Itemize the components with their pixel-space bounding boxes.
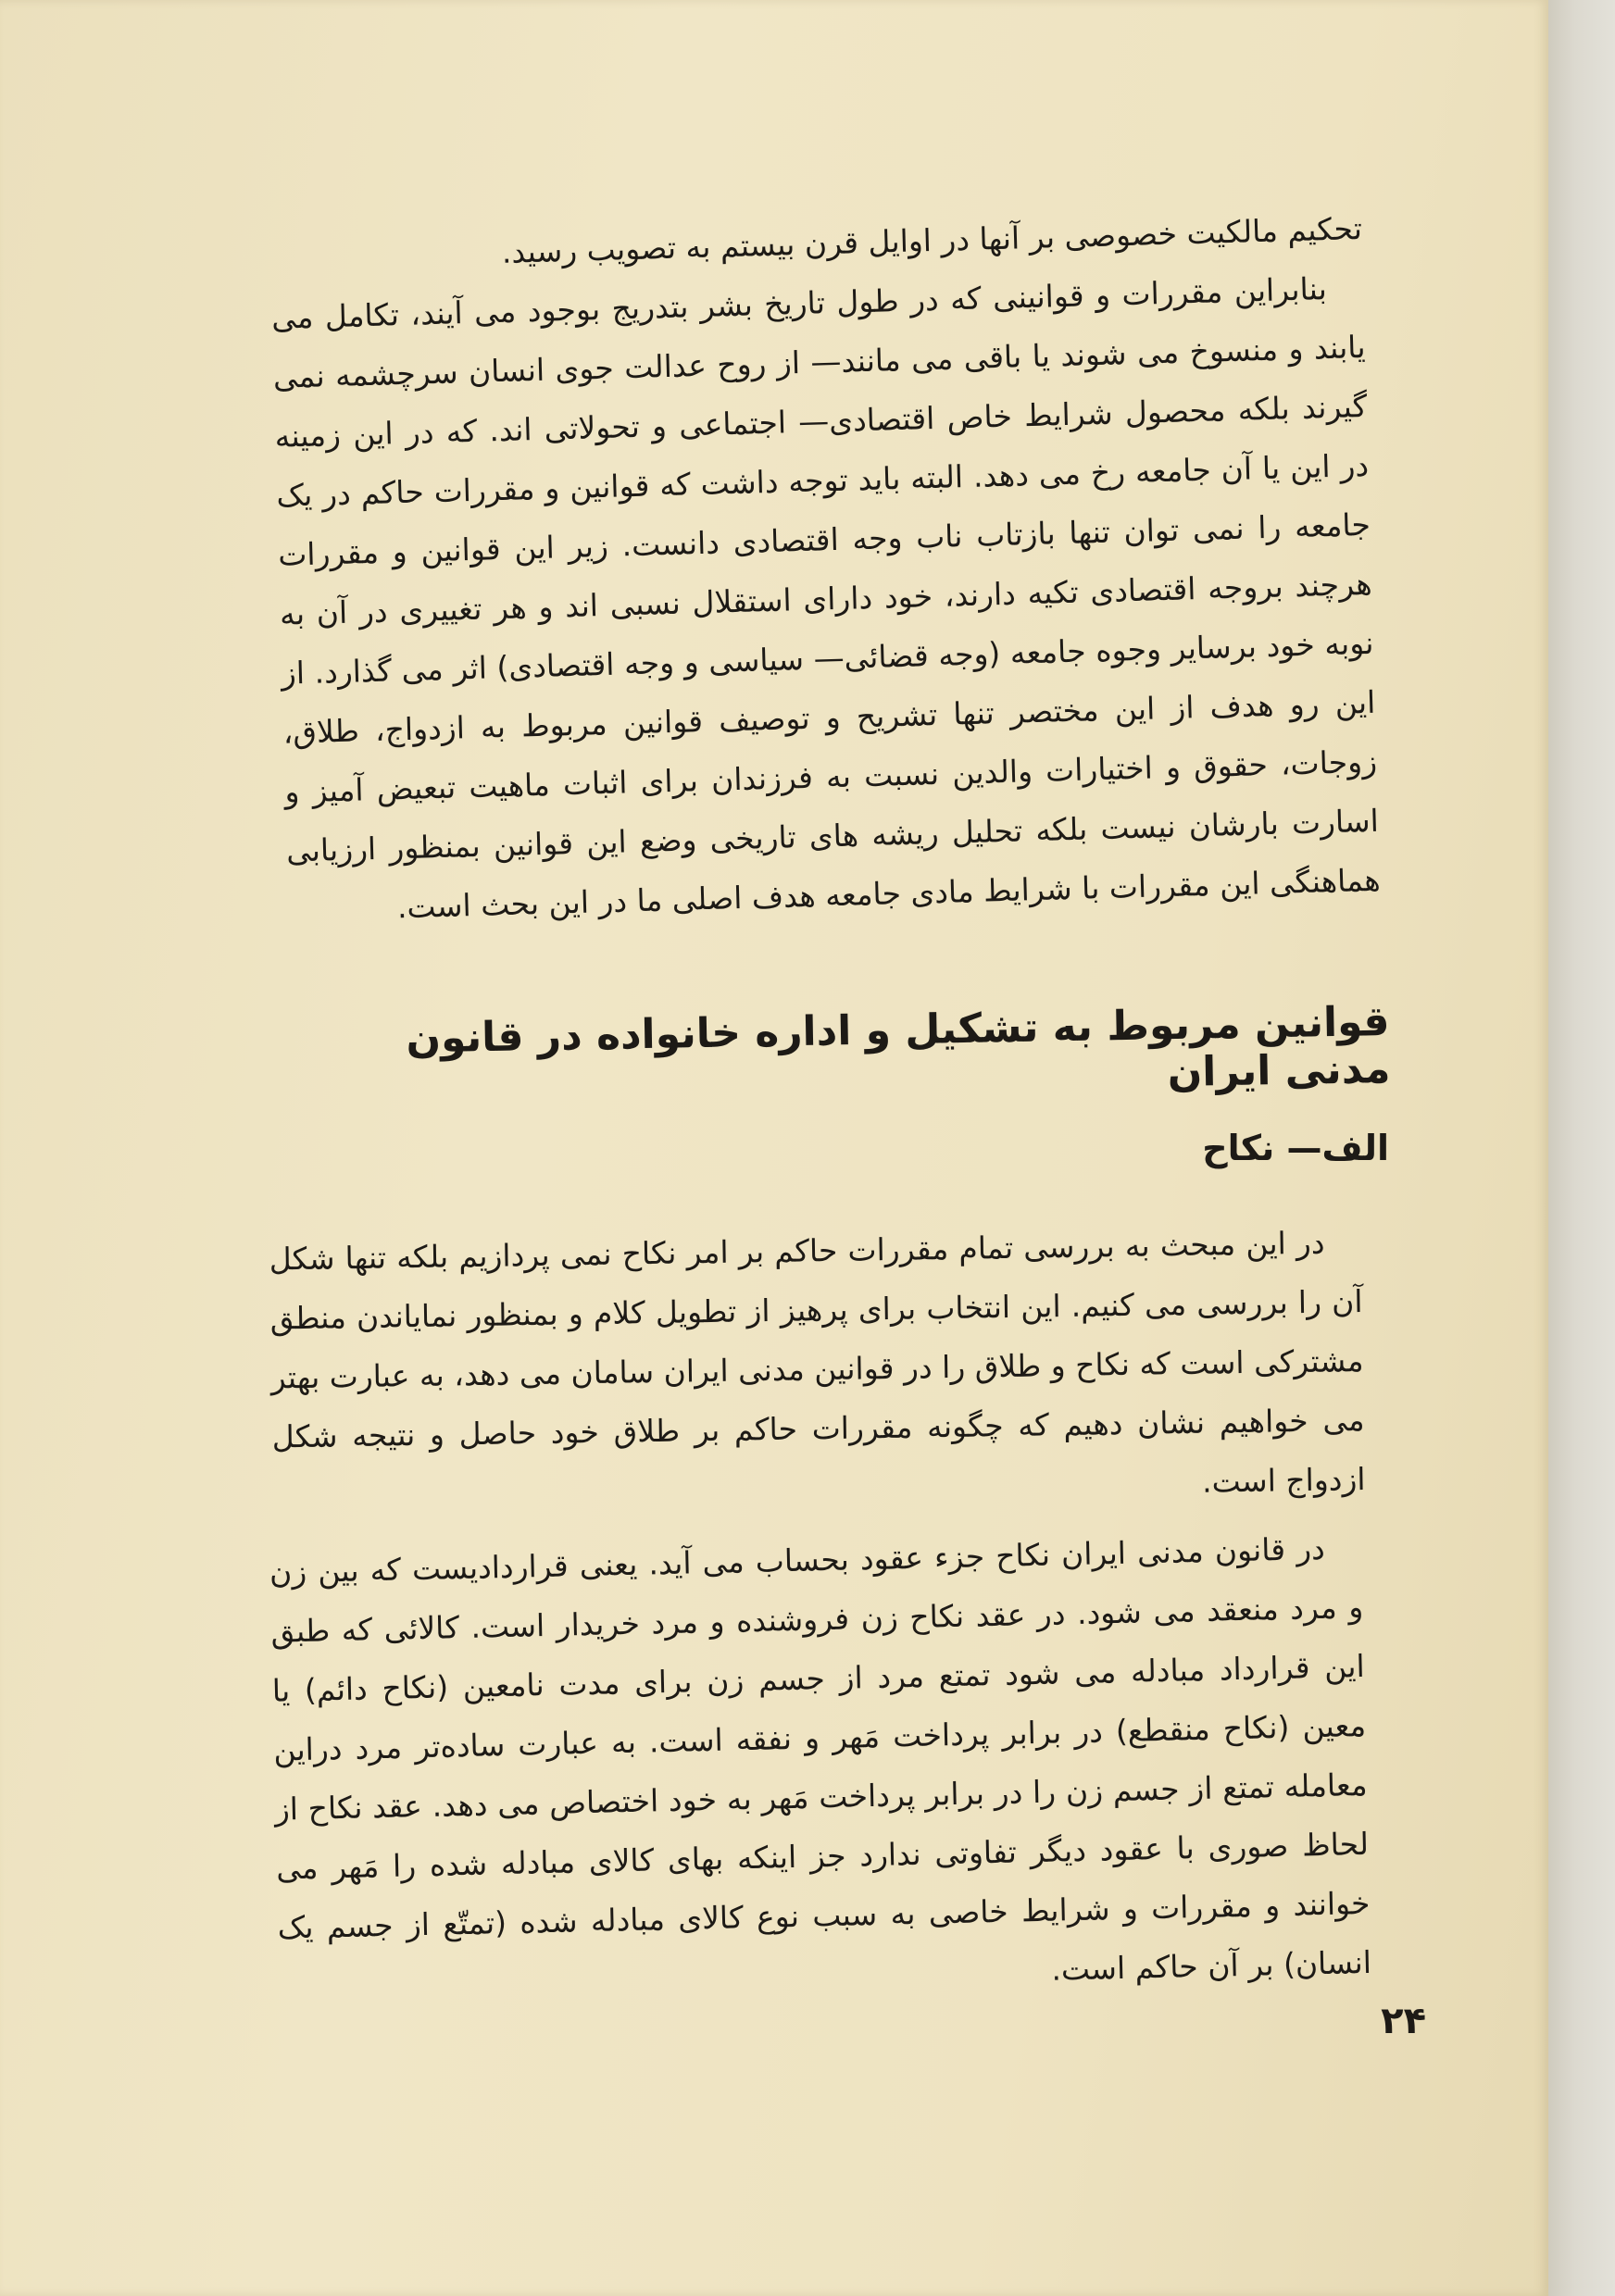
section-text-block-1 xyxy=(269,1213,1366,1526)
intro-text-block xyxy=(269,199,1381,941)
page-number: ۲۴ xyxy=(1381,2000,1426,2042)
intro-paragraph-2: بنابراین مقررات و قوانینی که در طول تاریخ بشر بتدریج بوجود می آیند، تکامل می یابند و منسوخ می شوند یا باقی می مانند— از روح عدالت جوی انسان سرچشمه نمی گیرند بلکه محصول شرایط خاص اقتصادی— اجتماعی و تحولاتی اند. که در این زمینه در این یا آن جامعه رخ می دهد. البته باید توجه داشت که قوانین و مقررات حاکم در یک جامعه را نمی توان تنها بازتاب ناب وجه اقتصادی دانست. زیر این قوانین و مقررات هرچند بروجه اقتصادی تکیه دارند، خود دارای استقلال نسبی اند و هر تغییری در آن به نوبه خود برسایر وجوه جامعه (وجه قضائی— سیاسی و وجه اقتصادی) اثر می گذارد. از این رو هدف از این مختصر تنها تشریح و توصیف قوانین مربوط به ازدواج، طلاق، زوجات، حقوق و اختیارات والدین نسبت به فرزندان برای اثبات ماهیت تبعیض آمیز و اسارت بارشان نیست بلکه تحلیل ریشه های تاریخی وضع این قوانین بمنظور ارزیابی هماهنگی این مقررات با شرایط مادی جامعه هدف اصلی ما در این بحث است. xyxy=(270,270,1382,926)
section-heading: الف— نکاح xyxy=(1202,1128,1389,1168)
section-paragraph-2: در قانون مدنی ایران نکاح جزء عقود بحساب می آید. یعنی قراردادیست که بین زن و مرد منعقد می شود. در عقد نکاح زن فروشنده و مرد خریدار است. کالائی که طبق این قرارداد مبادله می شود تمتع مرد از جسم زن برای مدت نامعین (نکاح دائم) یا معین (نکاح منقطع) در برابر پرداخت مَهر و نفقه است. به عبارت ساده‌تر مرد دراین معامله تمتع از جسم زن را در برابر پرداخت مَهر به خود اختصاص می دهد. عقد نکاح از لحاظ صوری با عقود دیگر تفاوتی ندارد جز اینکه بهای کالای مبادله شده را مَهر می خوانند و مقررات و شرایط خاصی به سبب نوع کالای مبادله شده (تمتّع از جسم یک انسان) بر آن حاکم است. xyxy=(269,1529,1372,1988)
main-heading: قوانین مربوط به تشکیل و اداره خانواده در قانون مدنی ایران xyxy=(406,998,1391,1097)
scan-background-strip xyxy=(1548,0,1615,2296)
section-paragraph-1: در این مبحث به بررسی تمام مقررات حاکم بر امر نکاح نمی پردازیم بلکه تنها شکل آن را بررسی می کنیم. این انتخاب برای پرهیز از تطویل کلام و بمنظور نمایاندن منطق مشترکی است که نکاح و طلاق را در قوانین مدنی ایران سامان می دهد، به عبارت بهتر می خواهیم نشان دهیم که چگونه مقررات حاکم بر طلاق خود حاصل و نتیجه شکل ازدواج است. xyxy=(269,1224,1366,1500)
section-text-block-2 xyxy=(269,1518,1371,2017)
intro-paragraph-1: تحکیم مالکیت خصوصی بر آنها در اوایل قرن بیستم به تصویب رسید. xyxy=(501,209,1363,270)
